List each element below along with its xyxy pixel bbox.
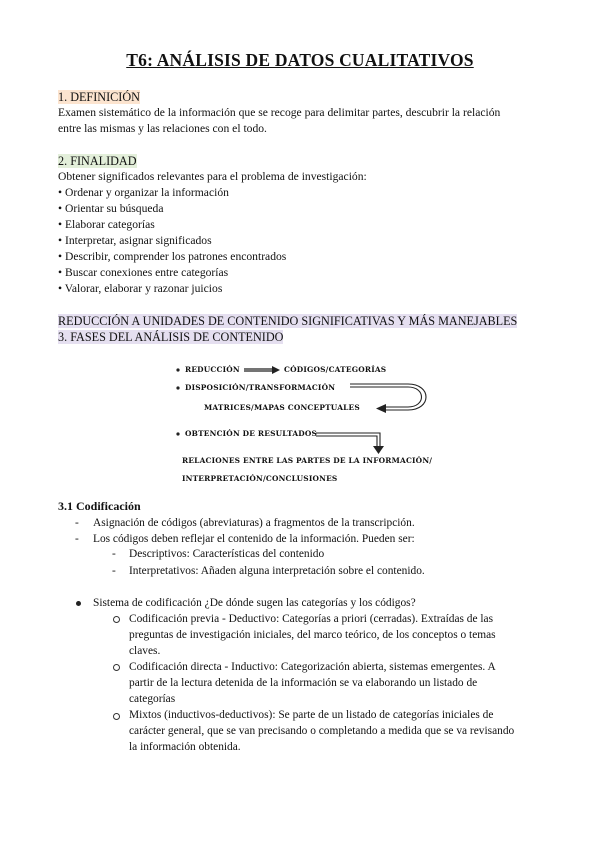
previa-text: Codificación previa - Deductivo: Categorías a priori (cerradas). Extraídas de las preguntas de investigación iniciales, del marco teórico, de los conceptos o temas claves. — [129, 613, 496, 657]
bullet-icon — [76, 601, 81, 606]
circle-bullet-icon — [113, 713, 120, 720]
reduccion-heading: REDUCCIÓN A UNIDADES DE CONTENIDO SIGNIFICATIVAS Y MÁS MANEJABLES — [58, 314, 518, 328]
diagram-arrows — [170, 358, 450, 488]
list-item: • Elaborar categorías — [58, 218, 155, 231]
codificacion-sub1: Descriptivos: Características del contenido — [129, 548, 325, 560]
page-title: T6: ANÁLISIS DE DATOS CUALITATIVOS — [126, 50, 474, 70]
dash-marker: - — [112, 565, 116, 577]
finalidad-intro: Obtener significados relevantes para el problema de investigación: — [58, 170, 367, 183]
bullet-dot — [176, 386, 179, 389]
sistema-text: Sistema de codificación ¿De dónde sugen las categorías y los códigos? — [93, 597, 416, 609]
section-finalidad-heading: 2. FINALIDAD — [58, 154, 137, 168]
codificacion-dash1: Asignación de códigos (abreviaturas) a fragmentos de la transcripción. — [93, 517, 415, 529]
section-definicion-heading: 1. DEFINICIÓN — [58, 90, 140, 104]
circle-bullet-icon — [113, 616, 120, 623]
circle-bullet-icon — [113, 664, 120, 671]
codificacion-heading: 3.1 Codificación — [58, 499, 141, 513]
curved-arrow-icon — [350, 384, 426, 413]
dash-marker: - — [112, 548, 116, 560]
list-item: • Valorar, elaborar y razonar juicios — [58, 282, 223, 295]
diagram-obtencion: OBTENCIÓN DE RESULTADOS — [185, 429, 318, 438]
directa-text: Codificación directa - Inductivo: Categorización abierta, sistemas emergentes. A partir de la lectura detenida de la información se va elaborando un listado de categorías — [129, 661, 496, 705]
list-item: • Buscar conexiones entre categorías — [58, 266, 229, 279]
codificacion-dash2: Los códigos deben reflejar el contenido de la información. Pueden ser: — [93, 533, 415, 545]
diagram-disposicion: DISPOSICIÓN/TRANSFORMACIÓN — [185, 383, 336, 392]
bullet-dot — [176, 368, 179, 371]
diagram-interpretacion: INTERPRETACIÓN/CONCLUSIONES — [182, 474, 338, 483]
dash-marker: - — [75, 517, 79, 529]
finalidad-list — [58, 185, 286, 297]
diagram-reduccion: REDUCCIÓN — [185, 365, 240, 374]
mixtos-text: Mixtos (inductivos-deductivos): Se parte de un listado de categorías iniciales de carácter general, que se van precisando o completando a medida que se va revisando la información obtenida. — [129, 709, 515, 753]
list-item: • Interpretar, asignar significados — [58, 234, 212, 247]
diagram-matrices: MATRICES/MAPAS CONCEPTUALES — [204, 403, 360, 412]
bent-arrow-icon — [316, 433, 384, 454]
diagram-codigos: CÓDIGOS/CATEGORÍAS — [284, 365, 387, 374]
codificacion-sub2: Interpretativos: Añaden alguna interpretación sobre el contenido. — [129, 565, 425, 577]
list-item: • Describir, comprender los patrones encontrados — [58, 250, 287, 263]
arrow-right-icon — [244, 366, 280, 374]
fases-diagram — [170, 358, 450, 488]
fases-heading: 3. FASES DEL ANÁLISIS DE CONTENIDO — [58, 330, 284, 344]
list-item: • Ordenar y organizar la información — [58, 186, 229, 199]
definicion-text: Examen sistemático de la información que se recoge para delimitar partes, descubrir la relación entre las mismas y las relaciones con el todo. — [58, 106, 501, 135]
dash-marker: - — [75, 533, 79, 545]
list-item: • Orientar su búsqueda — [58, 202, 164, 215]
bullet-dot — [176, 432, 179, 435]
diagram-relaciones: RELACIONES ENTRE LAS PARTES DE LA INFORMACIÓN/ — [182, 456, 433, 465]
